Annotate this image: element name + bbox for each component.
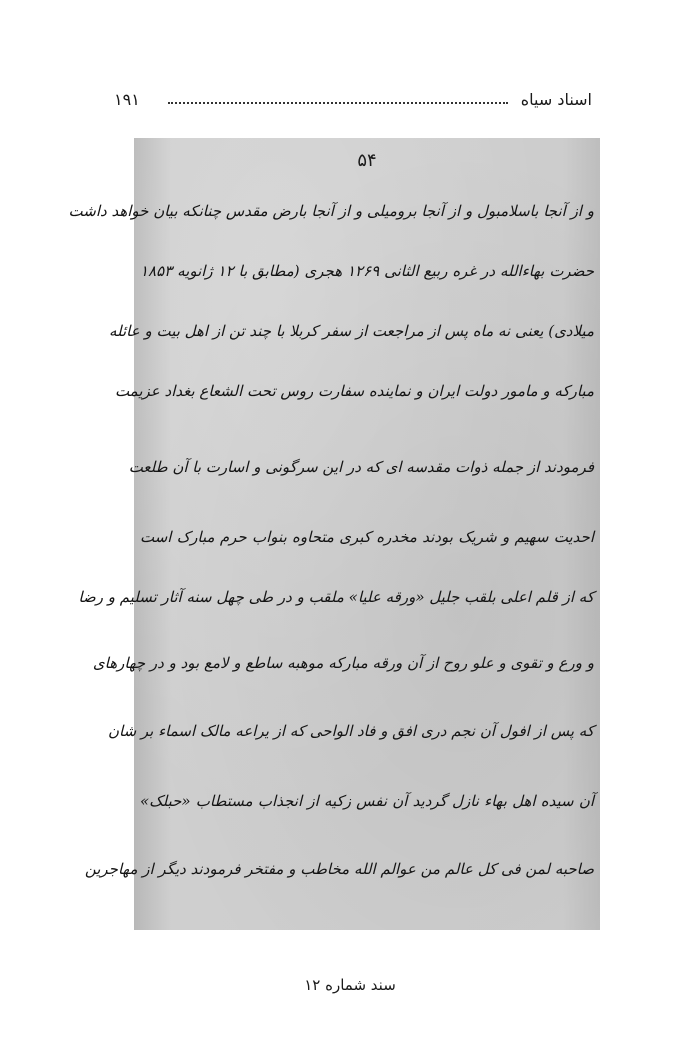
manuscript-line-5: فرمودند از جمله ذوات مقدسه ای که در این سرگونی و اسارت با آن طلعت [128,458,594,476]
manuscript-line-1: و از آنجا باسلامبول و از آنجا برومیلی و از آنجا بارض مقدس چنانکه بیان خواهد داشت [68,202,594,220]
manuscript-line-3: میلادی) یعنی نه ماه پس از مراجعت از سفر کربلا با چند تن از اهل بیت و عائله [108,322,594,340]
manuscript-line-2: حضرت بهاءالله در غره ربیع الثانی ۱۲۶۹ هجری (مطابق با ۱۲ ژانویه ۱۸۵۳ [140,262,594,280]
manuscript-line-4: مبارکه و مامور دولت ایران و نماینده سفارت روس تحت الشعاع بغداد عزیمت [114,382,594,400]
document-caption: سند شماره ۱۲ [304,976,396,994]
folio-number: ۵۴ [357,150,377,171]
manuscript-line-10: آن سیده اهل بهاء نازل گردید آن نفس زکیه از انجذاب مستطاب «حبلک» [140,792,594,810]
manuscript-line-7: که از قلم اعلی بلقب جلیل «ورقه علیا» ملقب و در طی چهل سنه آثار تسلیم و رضا [78,588,594,606]
book-title: اسناد سیاه [520,90,592,109]
page-number: ۱۹۱ [114,90,140,109]
manuscript-image [68,138,600,930]
page-header [108,88,600,118]
manuscript-line-8: و ورع و تقوی و علو روح از آن ورقه مبارکه موهبه ساطع و لامع بود و در چهارهای [92,654,594,672]
header-dot-leader [168,102,508,104]
manuscript-line-9: که پس از افول آن نجم دری افق و فاد الواحی که از یراعه مالک اسماء بر شان [107,722,594,740]
manuscript-line-11: صاحبه لمن فی کل عالم من عوالم الله مخاطب و مفتخر فرمودند دیگر از مهاجرین [84,860,594,878]
manuscript-line-6: احدیت سهیم و شریک بودند مخدره کبری متحاوه بنواب حرم مبارک است [140,528,594,546]
